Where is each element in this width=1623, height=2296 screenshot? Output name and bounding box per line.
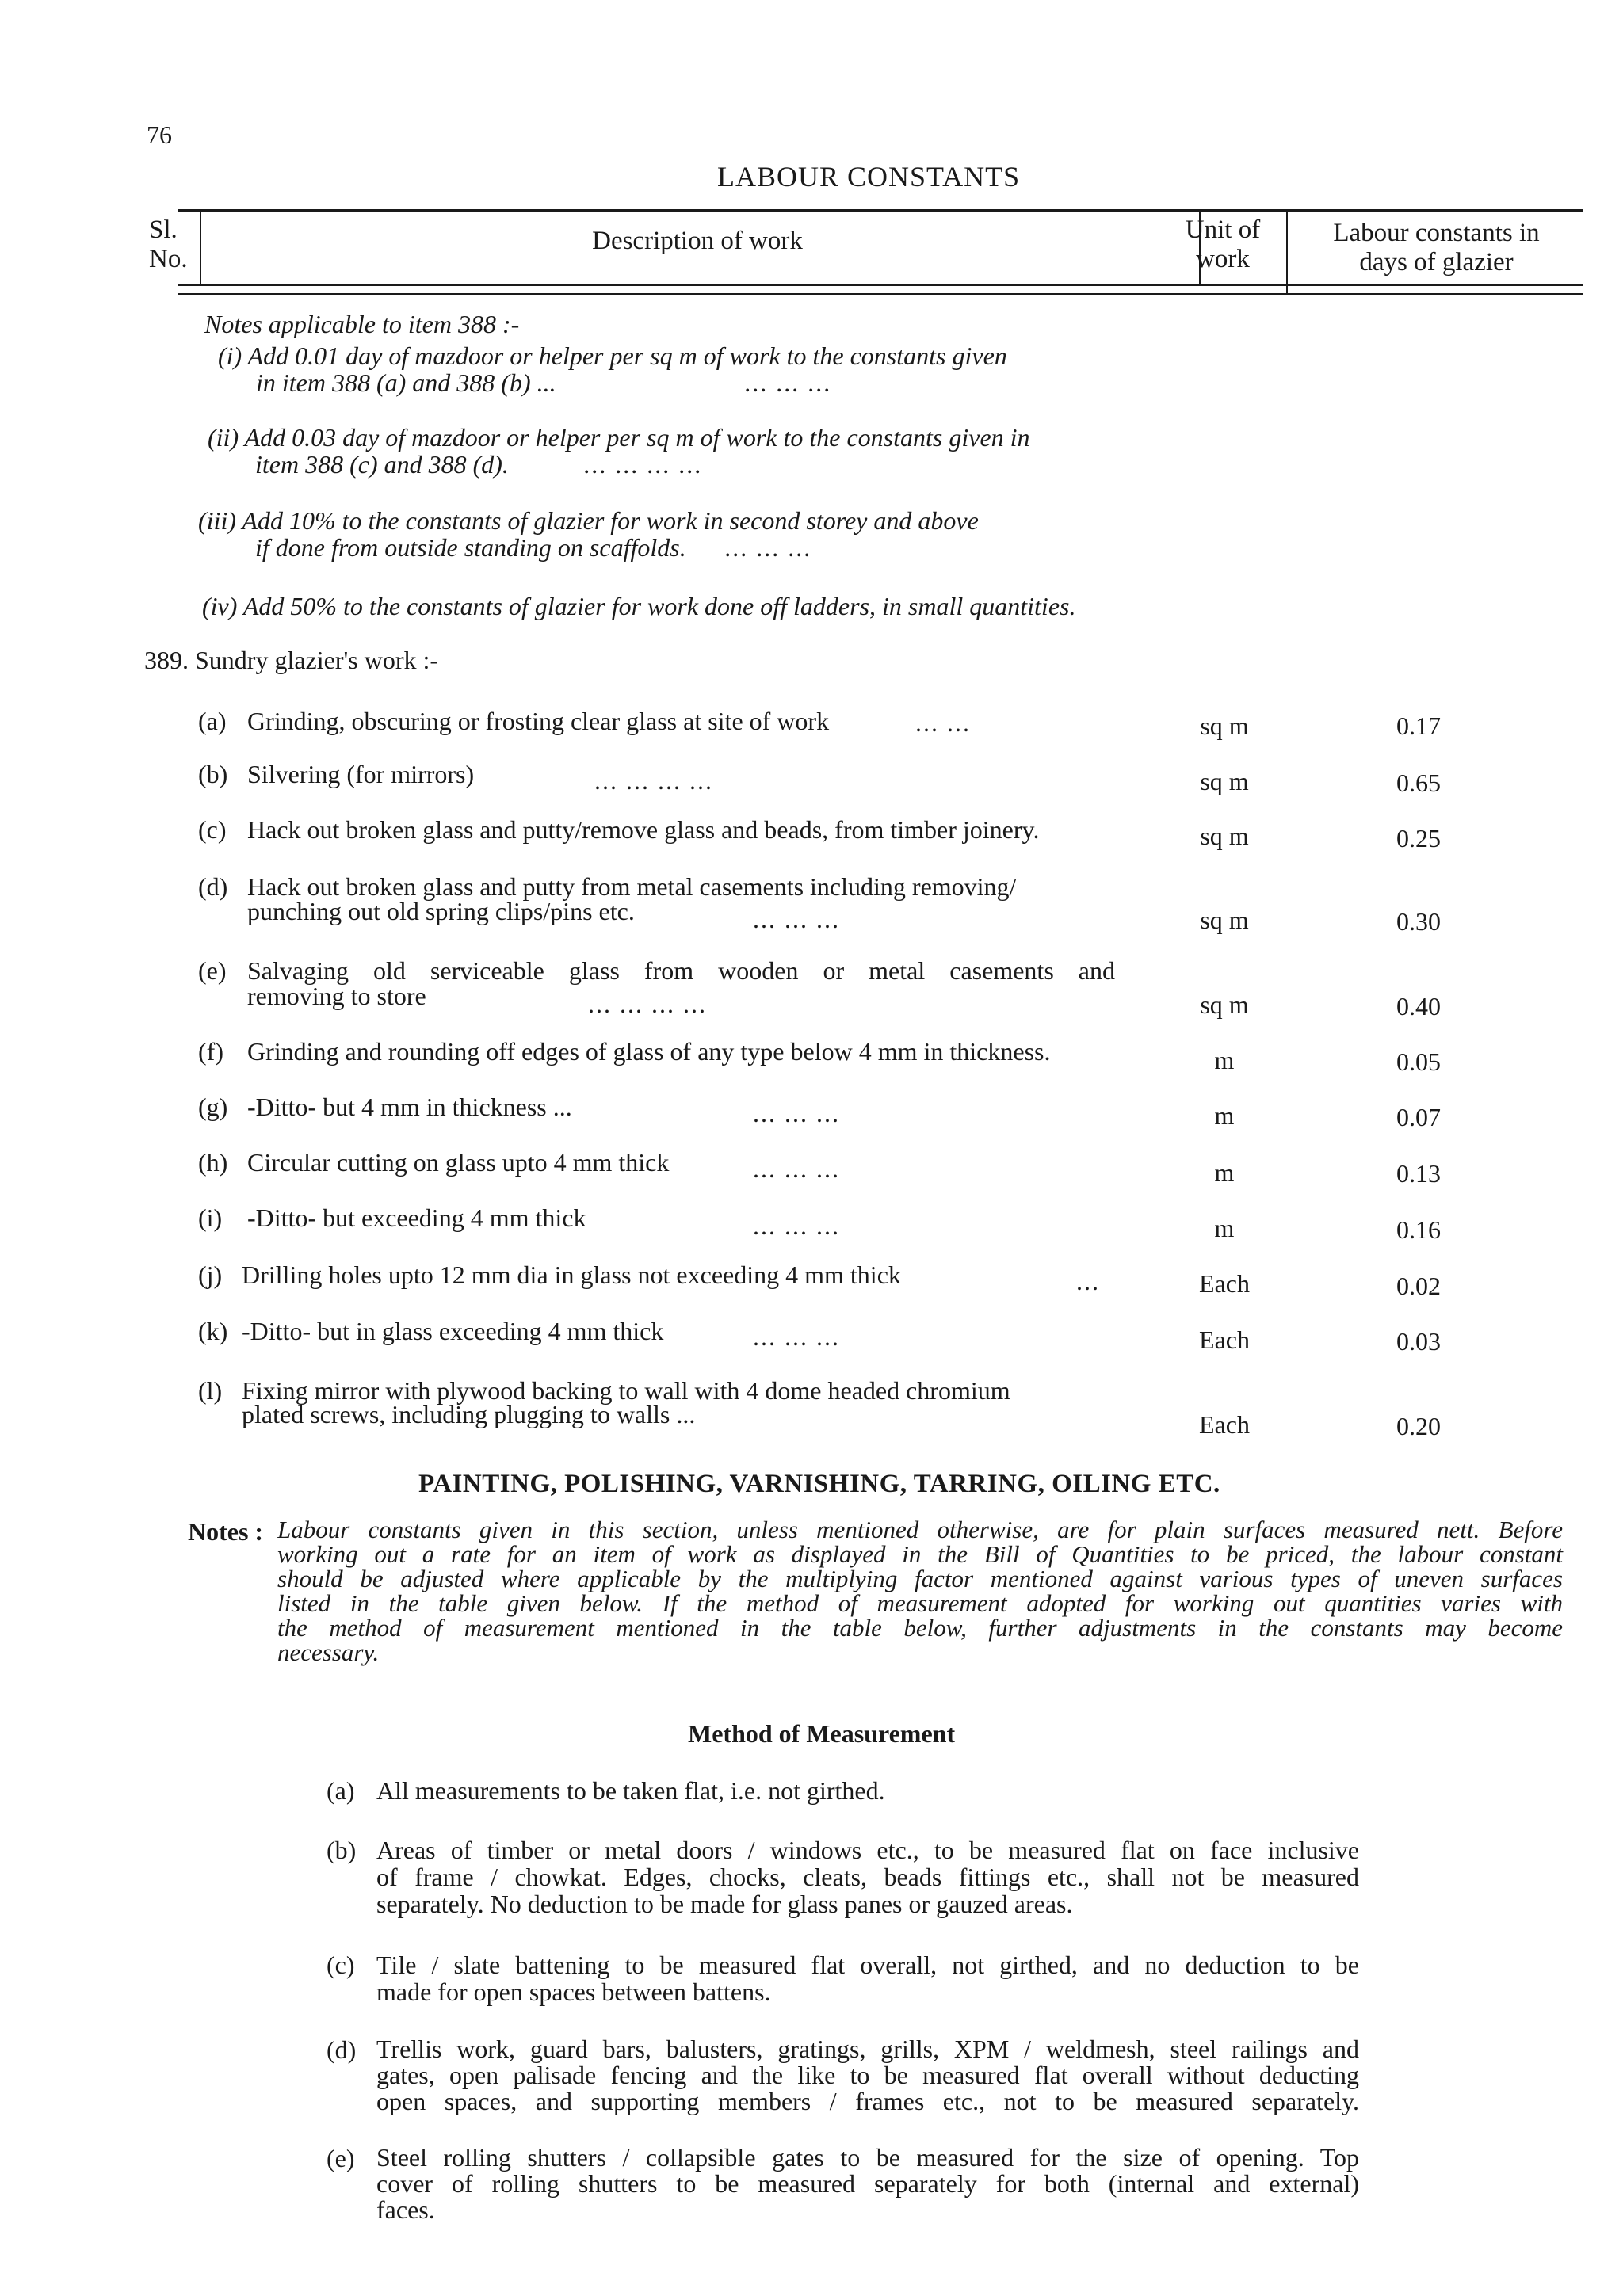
row-leader-dots: ... ... ...: [753, 1322, 840, 1351]
item-389-heading: 389. Sundry glazier's work :-: [144, 646, 439, 674]
painting-notes: Labour constants given in this section, unless mentioned otherwise, are for plain surfaces measured nett. Before working out a rate for an item of work as displayed in the Bill of Quantities to be priced, the labour constant should be adjusted where applicable by the multiplying factor mentioned against various types of uneven surfaces listed in the table given below. If the method of measurement adopted for working out quantities varies with the method of measurement mentioned in the table below, further adjustments in the constants may become necessary.: [277, 1516, 1563, 1666]
row-description: Salvaging old serviceable glass from wooden or metal casements and: [247, 956, 1115, 985]
notes-label: Notes :: [188, 1517, 264, 1546]
row-leader-dots: ... ... ... ...: [588, 990, 707, 1018]
method-label: (a): [327, 1776, 355, 1805]
row-unit: Each: [1199, 1269, 1250, 1298]
row-unit: Each: [1199, 1410, 1250, 1439]
method-text: Areas of timber or metal doors / windows etc., to be measured flat on face inclusive of frame / chowkat. Edges, chocks, cleats, beads fittings etc., shall not be measured separately. No deduction to be made for glass panes or gauzed areas.: [376, 1836, 1359, 1918]
header-sl-no: Sl. No.: [149, 215, 188, 273]
row-value: 0.16: [1396, 1215, 1441, 1244]
row-value: 0.03: [1396, 1327, 1441, 1356]
row-unit: m: [1214, 1214, 1235, 1242]
method-text: Steel rolling shutters / collapsible gates to be measured for the size of opening. Top cover of rolling shutters to be measured separately for both (internal and external) faces.: [376, 2143, 1359, 2224]
row-value: 0.07: [1396, 1103, 1441, 1131]
row-unit: m: [1214, 1101, 1235, 1130]
row-label: (b): [198, 760, 228, 788]
row-value: 0.25: [1396, 824, 1441, 852]
page-number: 76: [147, 120, 172, 149]
notes-388-heading: Notes applicable to item 388 :-: [204, 310, 520, 338]
row-label: (h): [198, 1148, 228, 1177]
row-description: Hack out broken glass and putty/remove glass and beads, from timber joinery.: [247, 815, 1040, 844]
row-unit: sq m: [1200, 990, 1249, 1019]
row-description-cont: punching out old spring clips/pins etc.: [247, 897, 635, 925]
note-388-i: (i) Add 0.01 day of mazdoor or helper per sq m of work to the constants given in item 388 (a) and 388 (b) ... ... ... ...: [218, 341, 1007, 397]
row-value: 0.40: [1396, 992, 1441, 1020]
row-label: (c): [198, 815, 227, 844]
method-heading: Method of Measurement: [688, 1719, 956, 1748]
row-label: (d): [198, 872, 228, 901]
row-value: 0.65: [1396, 769, 1441, 797]
row-unit: sq m: [1200, 906, 1249, 934]
row-label: (i): [198, 1203, 223, 1232]
row-description-cont: removing to store: [247, 982, 426, 1010]
row-value: 0.02: [1396, 1272, 1441, 1300]
row-value: 0.30: [1396, 907, 1441, 936]
row-label: (e): [198, 956, 227, 985]
page-title: LABOUR CONSTANTS: [717, 161, 1021, 193]
row-label: (f): [198, 1037, 223, 1066]
method-label: (c): [327, 1951, 355, 1979]
row-unit: sq m: [1200, 767, 1249, 795]
row-unit: m: [1214, 1158, 1235, 1187]
column-divider: [200, 209, 201, 284]
row-unit: Each: [1199, 1325, 1250, 1354]
row-label: (k): [198, 1317, 228, 1345]
note-388-iii: (iii) Add 10% to the constants of glazier for work in second storey and above if done from outside standing on scaffolds. ... ... ...: [198, 506, 979, 562]
row-leader-dots: ... ... ... ...: [594, 766, 713, 795]
painting-heading: PAINTING, POLISHING, VARNISHING, TARRING, OILING ETC.: [418, 1470, 1220, 1498]
row-leader-dots: ... ... ...: [753, 905, 840, 933]
row-leader-dots: ... ... ...: [753, 1099, 840, 1127]
header-labour: Labour constants in days of glazier: [1333, 219, 1540, 277]
row-leader-dots: ...: [1076, 1267, 1100, 1295]
header-bottom-rule: [178, 284, 1583, 286]
method-label: (d): [327, 2035, 357, 2064]
header-description: Description of work: [592, 227, 803, 255]
row-value: 0.20: [1396, 1412, 1441, 1440]
row-description: -Ditto- but in glass exceeding 4 mm thick: [242, 1317, 664, 1345]
row-description: Grinding and rounding off edges of glass of any type below 4 mm in thickness.: [247, 1037, 1051, 1066]
row-leader-dots: ... ...: [915, 708, 971, 737]
method-text: All measurements to be taken flat, i.e. not girthed.: [376, 1776, 885, 1805]
method-text: Tile / slate battening to be measured flat overall, not girthed, and no deduction to be made for open spaces between battens.: [376, 1951, 1359, 2006]
row-unit: m: [1214, 1046, 1235, 1074]
row-unit: sq m: [1200, 822, 1249, 850]
row-value: 0.13: [1396, 1159, 1441, 1188]
method-label: (b): [327, 1836, 357, 1864]
row-value: 0.05: [1396, 1047, 1441, 1076]
row-unit: sq m: [1200, 711, 1249, 740]
row-description: -Ditto- but 4 mm in thickness ...: [247, 1093, 572, 1121]
row-description: Drilling holes upto 12 mm dia in glass not exceeding 4 mm thick: [242, 1261, 901, 1289]
note-388-iv: (iv) Add 50% to the constants of glazier for work done off ladders, in small quantities.: [202, 592, 1076, 620]
row-leader-dots: ... ... ...: [753, 1211, 840, 1240]
row-description-cont: plated screws, including plugging to walls ...: [242, 1400, 696, 1428]
row-value: 0.17: [1396, 711, 1441, 740]
row-description: Circular cutting on glass upto 4 mm thick: [247, 1148, 670, 1177]
row-label: (l): [198, 1376, 223, 1405]
header-double-rule: [178, 293, 1583, 295]
row-label: (g): [198, 1093, 228, 1121]
row-description: Fixing mirror with plywood backing to wall with 4 dome headed chromium: [242, 1376, 1010, 1405]
row-description: Silvering (for mirrors): [247, 760, 475, 788]
column-divider: [1286, 209, 1288, 293]
header-top-rule: [178, 209, 1583, 212]
note-388-ii: (ii) Add 0.03 day of mazdoor or helper per sq m of work to the constants given in item 388 (c) and 388 (d). ... ... ... ...: [208, 423, 1030, 479]
row-description: Grinding, obscuring or frosting clear glass at site of work: [247, 707, 830, 735]
row-description: -Ditto- but exceeding 4 mm thick: [247, 1203, 586, 1232]
method-label: (e): [327, 2144, 355, 2172]
row-label: (a): [198, 707, 227, 735]
row-description: Hack out broken glass and putty from metal casements including removing/: [247, 872, 1017, 901]
header-unit: Unit of work: [1185, 215, 1261, 273]
row-leader-dots: ... ... ...: [753, 1154, 840, 1183]
method-text: Trellis work, guard bars, balusters, gratings, grills, XPM / weldmesh, steel railings and gates, open palisade fencing and the like to be measured flat overall without deducting open spaces, and supporting members / frames etc., not to be measured separately.: [376, 2035, 1359, 2115]
row-label: (j): [198, 1261, 223, 1289]
